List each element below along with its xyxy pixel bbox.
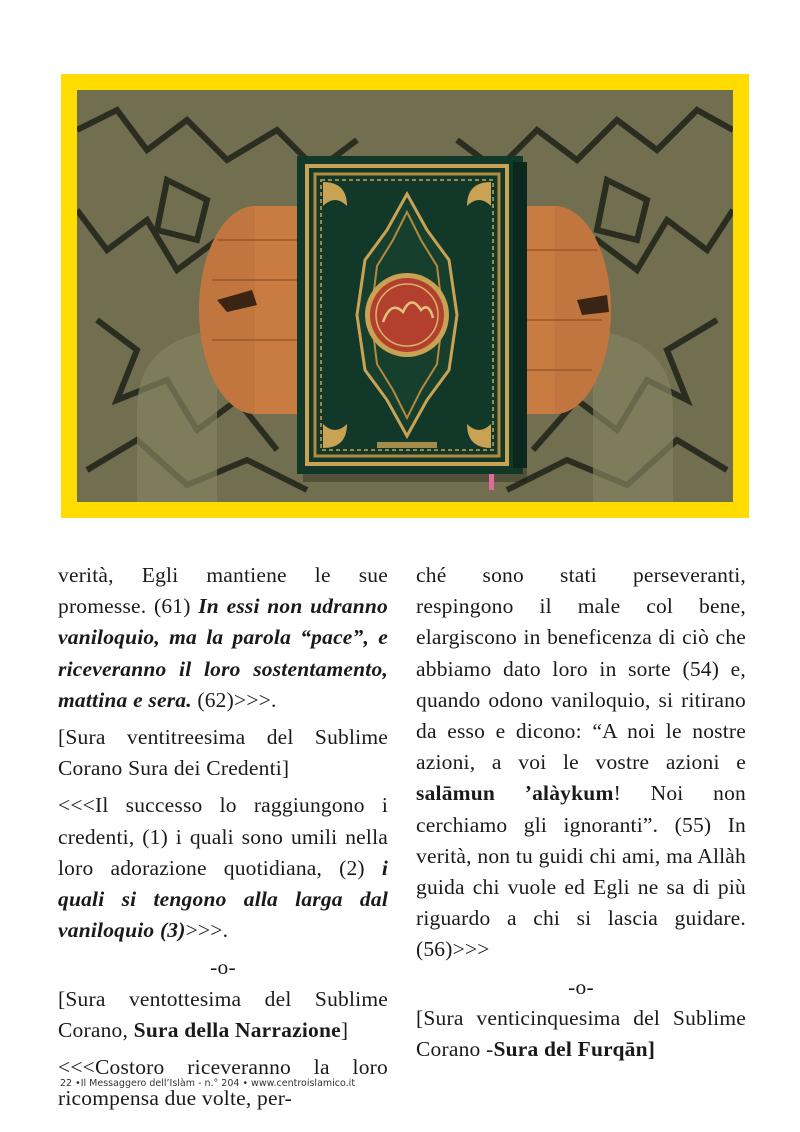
quran-quote: In essi non udranno vaniloquio, ma la parola “pace”, e riceveranno il loro sostentamento, mattina e sera.	[58, 594, 388, 712]
text-run: [Sura ventottesima del Sublime Corano,	[58, 986, 388, 1042]
separator: -o-	[210, 955, 236, 980]
sura-name: Sura del Furqān]	[493, 1037, 656, 1062]
text-run: ! Noi non cerchiamo gli ignoranti”. (55) In verità, non tu guidi chi ami, ma Allàh guida chi vuole ed Egli ne sa di più riguardo a chi si lascia guidare. (56)>>>	[416, 781, 746, 962]
separator: -o-	[568, 974, 594, 999]
text-run: >>>.	[185, 918, 229, 943]
quran-photo	[77, 90, 733, 502]
sura-name: Sura della Narrazione	[133, 1017, 341, 1042]
paragraph	[58, 560, 388, 716]
paragraph	[58, 790, 388, 946]
text-run: ché sono stati perseveranti, respingono il male col bene, elargiscono in beneficenza di ciò che abbiamo dato loro in sorte (54) e, quando odono vaniloquio, si ritirano da esso e dicono: “A noi le nostre azioni, a voi le vostre azioni e	[416, 563, 746, 775]
paragraph: <<<Costoro riceveranno la loro ricompensa due volte, per-	[58, 1055, 388, 1111]
text-run: ]	[340, 1017, 349, 1042]
text-run: [Sura venticinquesima del Sublime Corano -	[416, 1005, 746, 1062]
quran-on-stand-illustration	[77, 90, 733, 502]
sura-reference	[58, 984, 388, 1046]
paragraph	[416, 560, 746, 966]
sura-reference	[416, 1003, 746, 1065]
quran-quote: i quali si tengono alla larga dal vaniloquio (3)	[58, 855, 388, 943]
photo-frame	[61, 74, 749, 518]
page-footer: 22 •Il Messaggero dell’Islàm - n.° 204 • www.centroislamico.it	[60, 1078, 356, 1089]
text-run: verità, Egli mantiene le sue promesse. (61)	[58, 563, 388, 619]
text-run: (62)>>>.	[191, 687, 277, 712]
arabic-greeting: salāmun ’alàykum	[416, 781, 614, 806]
left-column	[58, 560, 388, 1120]
right-column	[416, 560, 746, 1071]
text-run: <<<Il successo lo raggiungono i credenti, (1) i quali sono umili nella loro adorazione quotidiana, (2)	[58, 793, 388, 880]
sura-reference: [Sura ventitreesima del Sublime Corano Sura dei Credenti]	[58, 725, 388, 781]
